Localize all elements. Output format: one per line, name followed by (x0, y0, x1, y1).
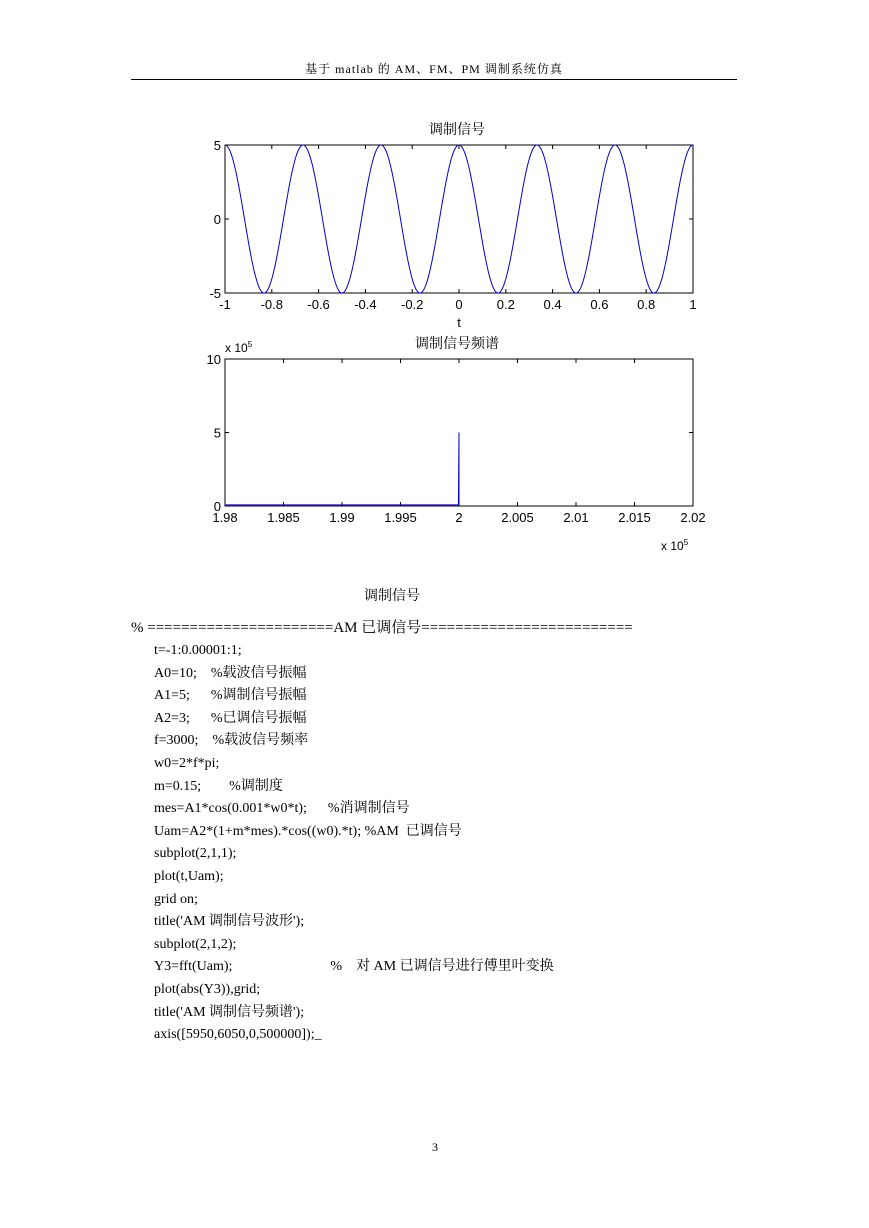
code-line: axis([5950,6050,0,500000]);_ (154, 1027, 322, 1043)
x-tick-label: 1.99 (329, 510, 355, 525)
chart1-xlabel: t (457, 315, 461, 330)
code-line: m=0.15; %调制度 (154, 778, 283, 794)
code-line: title('AM 调制信号波形'); (154, 914, 305, 930)
code-line: A1=5; %调制信号振幅 (154, 688, 307, 704)
chart-modulation-spectrum (207, 335, 706, 553)
x-tick-label: -0.6 (307, 297, 330, 312)
chart2-y-exponent: x $10^5$ (225, 340, 253, 355)
page-number: 3 (432, 1140, 438, 1154)
chart1-plot-area (225, 145, 693, 293)
x-tick-label: -0.4 (354, 297, 377, 312)
y-tick-label: 0 (213, 212, 221, 227)
header-rule (131, 79, 737, 80)
x-tick-label: 2.015 (618, 510, 651, 525)
y-tick-label: 0 (213, 499, 221, 514)
y-tick-label: 5 (213, 425, 221, 441)
y-tick-label: -5 (209, 286, 221, 301)
x-tick-label: -1 (219, 297, 231, 312)
code-line: title('AM 调制信号频谱'); (154, 1004, 305, 1020)
code-line: subplot(2,1,2); (154, 936, 237, 952)
x-tick-label: 1.98 (212, 510, 238, 525)
x-tick-label: 2.01 (563, 510, 589, 525)
x-tick-label: 0.4 (543, 297, 562, 312)
chart1-title: 调制信号 (429, 121, 485, 137)
page-header: 基于 matlab 的 AM、FM、PM 调制系统仿真 (305, 62, 563, 76)
code-section-header: % ======================AM 已调信号========================= (131, 620, 633, 636)
code-line: A0=10; %载波信号振幅 (154, 665, 307, 681)
chart2-x-exponent: x $10^5$ (661, 538, 689, 553)
x-tick-label: 2.005 (501, 510, 534, 525)
code-line: grid on; (154, 891, 198, 907)
x-tick-label: 0 (455, 297, 463, 312)
code-line: plot(abs(Y3)),grid; (154, 981, 261, 997)
y-tick-label: 10 (206, 352, 221, 367)
chart2-title: 调制信号频谱 (415, 335, 499, 351)
code-line: f=3000; %载波信号频率 (154, 733, 309, 749)
code-line: t=-1:0.00001:1; (154, 643, 242, 658)
x-tick-label: -0.2 (400, 297, 424, 312)
code-line: A2=3; %已调信号振幅 (154, 710, 307, 726)
x-tick-label: 2.02 (680, 510, 706, 525)
chart-modulation-signal (209, 121, 696, 330)
code-line: w0=2*f*pi; (154, 755, 220, 771)
figure-caption: 调制信号 (364, 589, 420, 604)
x-tick-label: -0.8 (260, 297, 284, 312)
x-tick-label: 0.2 (496, 297, 515, 312)
code-line: plot(t,Uam); (154, 868, 224, 884)
x-tick-label: 1 (689, 297, 697, 312)
x-tick-label: 2 (455, 510, 463, 525)
code-block (154, 640, 554, 1047)
x-tick-label: 1.995 (384, 510, 417, 525)
y-tick-label: 5 (213, 138, 221, 153)
code-line: mes=A1*cos(0.001*w0*t); %消调制信号 (154, 801, 410, 817)
x-tick-label: 1.985 (267, 510, 300, 525)
code-line: Uam=A2*(1+m*mes).*cos((w0).*t); %AM 已调信号 (154, 823, 462, 839)
code-line: subplot(2,1,1); (154, 846, 237, 862)
x-tick-label: 0.6 (590, 297, 609, 312)
x-tick-label: 0.8 (637, 297, 656, 312)
figure (190, 112, 710, 562)
code-line: Y3=fft(Uam); % 对 AM 已调信号进行傅里叶变换 (154, 959, 554, 975)
